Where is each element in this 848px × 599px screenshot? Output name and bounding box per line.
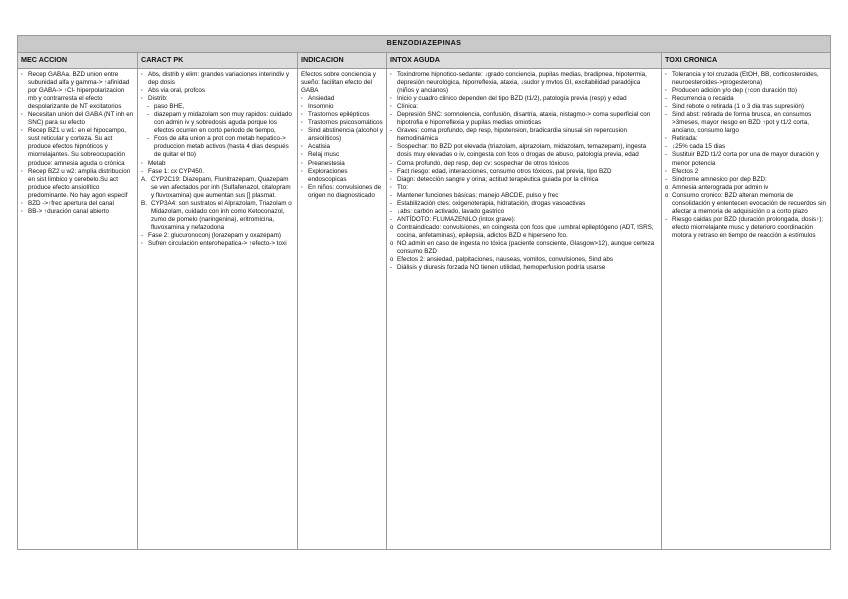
list-item: · BZD ->↑frec apertura del canal [21, 200, 134, 208]
list-item: o Efectos 2: ansiedad, palpitaciones, nauseas, vomitos, convulsiones, Sind abs [390, 256, 658, 264]
list-item: · Exploraciones endoscopicas [301, 168, 383, 184]
list-item: - Sospechar: tto BZD pot elevada (triazolam, alprazolam, midazolam, temazepam), ingesta dosis muy elevadas o iv, coingesta con fcos o drogas de abuso, patología previa, edad [390, 143, 658, 159]
list-caract-pk [141, 71, 294, 248]
cell-toxi-cronica [662, 69, 831, 550]
list-item: · Sufren circulación enterohepatica-> ↑efecto-> toxi [141, 240, 294, 248]
summary-table [17, 35, 831, 550]
list-item: · Retirada: [665, 135, 827, 143]
col-header-intox-aguda: INTOX AGUDA [387, 53, 662, 69]
list-item: - Fase 2: glucuronoconj (lorazepam y oxazepam) [141, 232, 294, 240]
list-item: - Recurrencia o recaida [665, 95, 827, 103]
list-item: · Acatisia [301, 143, 383, 151]
list-item: · Tto: [390, 184, 658, 192]
list-item: - Diálisis y diuresis forzada NO tienen utilidad, hemoperfusion podría usarse [390, 264, 658, 272]
list-item: · Recep BZ1 u w1: en el hipocampo, sust reticular y corteza. Su act produce efectos hipnóticos y miorrelajantes. Su sobreocupación produce: amnesia aguda o crónica [21, 127, 134, 167]
list-item: - Graves: coma profundo, dep resp, hipotension, bradicardia sinusal sin repercusion hemodinámica [390, 127, 658, 143]
list-item: - Riesgo caidas por BZD (duración prolongada, dosis↑): efecto miorrelajante musc y deterioro coordinación motora y retraso en tiempo de reacción a estímulos [665, 216, 827, 240]
list-item: · Sind abstinencia (alcohol y ansiolíticos) [301, 127, 383, 143]
list-item: - ↓abs: carbón activado, lavado gastrico [390, 208, 658, 216]
list-item: · Distrib: [141, 95, 294, 103]
list-item: B. CYP3A4: son sustratos el Alprazolam, Triazolam o Midazolam, cuidado con inh como Ketoconazol, zumo de pomelo (naringenina), eritromicina, fluvoxamina y nefazodona [141, 200, 294, 232]
list-intox-aguda [390, 71, 658, 272]
list-item: · Trastornos psicosomáticos [301, 119, 383, 127]
col-header-caract-pk: CARACT PK [138, 53, 298, 69]
list-item: · Abs via oral, profcos [141, 87, 294, 95]
list-item: · Abs, distrib y elim: grandes variaciones interindiv y dep dosis [141, 71, 294, 87]
benzodiazepines-summary-sheet [17, 35, 830, 550]
cell-indicacion [298, 69, 387, 550]
cell-intox-aguda [387, 69, 662, 550]
list-item: · Toxindrome hipnotico-sedante: ↓grado conciencia, pupilas medias, bradipnea, hipotermia, depresión neurológica, hiporreflexia, ataxia, ↓sudor y mvtos GI, excitabilidad paradójica (niños y ancianos) [390, 71, 658, 95]
col-header-mec-accion: MEC ACCION [18, 53, 138, 69]
list-item: o Amnesia anterograda por admin iv [665, 184, 827, 192]
list-item: - Depresión SNC: somnolencia, confusión, disartria, ataxia, nistagmo-> coma superficial con hipotrofia e hiporreflexia y pupilas medias omioticas [390, 111, 658, 127]
list-item: - Fcos de alta union a prot con metab hepatico-> produccion metab activos (hasta 4 dias después de quitar el tto) [147, 135, 294, 159]
list-item: · Necesitan union del GABA (NT inh en SNC) para su efecto [21, 111, 134, 127]
list-item: · Efectos 2 [665, 168, 827, 176]
list-item: - Sustituir BZD t1/2 corta por una de mayor duración y menor potencia [665, 151, 827, 167]
list-item: · Trastornos epilépticos [301, 111, 383, 119]
list-item: · Recep BZ2 u w2: amplia distribucion en sist limbico y cerebelo.Su act produce efecto ansiolítico predominante. No hay agon especif [21, 168, 134, 200]
list-item: - Fase 1: cx CYP450. [141, 168, 294, 176]
list-item: - ANTÍDOTO: FLUMAZENILO (intox grave): [390, 216, 658, 224]
list-item: o NO admin en caso de ingesta no tóxica (paciente consciente, Glasgow>12), aunque certeza consumo BZD [390, 240, 658, 256]
list-item: - ↓25% cada 15 dias [665, 143, 827, 151]
table-title: BENZODIAZEPINAS [18, 36, 831, 53]
list-item: · En niños: convulsiones de origen no diagnosticado [301, 184, 383, 200]
list-item: · Preanestesia [301, 160, 383, 168]
list-item: - diazepam y midazolam son muy rapidos: cuidado con admin iv y sobredosis aguda porque los efectos ocurren en corto periodo de tiempo, [147, 111, 294, 135]
list-item: - Coma profundo, dep resp, dep cv: sospechar de otros tóxicos [390, 160, 658, 168]
list-toxi-cronica [665, 71, 827, 240]
list-item: · Inicio y cuadro clinico dependen del tipo BZD (t1/2), patología previa (resp) y edad [390, 95, 658, 103]
list-item: · Relaj musc [301, 151, 383, 159]
list-item: A. CYP2C19: Diazepam, Flunitrazepam, Quazepam se ven afectados por inh (Sulfafenazol, citalopram y fluvoxamina) que aumentan sus [] plasmat. [141, 176, 294, 200]
list-item: - Sind rebote o retirada (1 o 3 dia tras supresión) [665, 103, 827, 111]
list-item: o Consumo cronico: BZD alteran memoria de consolidación y enlentecen evocación de recuerdos sin afectar a memoria de adquisición o a corto plazo [665, 192, 827, 216]
list-item: · Ansiedad [301, 95, 383, 103]
cell-caract-pk [138, 69, 298, 550]
list-item: o Contraindicado: convulsiones, en coingesta con fcos que ↓umbral epileptógeno (ADT, ISRS, cocina, anfetaminas), epilepsia, adictos BZD e hiperseno fco. [390, 224, 658, 240]
list-item: · Recep GABAa. BZD union entre subunidad alfa y gamma-> ↑afinidad por GABA-> ↑Cl- hiperpolarizacion mb y contrarresta el efecto despolarizante de NT excitatorios [21, 71, 134, 111]
list-item: · Producen adición y/o dep (↑con duración tto) [665, 87, 827, 95]
list-item: - Sind abst: retirada de forma brusca, en consumos >3meses, mayor riesgo en BZD ↑pot y t1/2 corta, anciano, consumo largo [665, 111, 827, 135]
col-header-indicacion: INDICACION [298, 53, 387, 69]
list-indicacion [301, 71, 383, 200]
list-item: · Insomnio [301, 103, 383, 111]
list-mec-accion [21, 71, 134, 216]
list-item: · Diagn: detección sangre y orina; actitud terapéutica guiada por la clínica [390, 176, 658, 184]
list-item: · BB-> ↑duración canal abierto [21, 208, 134, 216]
list-item: · Tolerancia y tol cruzada (EtOH, BB, corticosteroides, neuroesteroides->progesterona) [665, 71, 827, 87]
list-item: Efectos sobre conciencia y sueño: facilitan efecto del GABA [301, 71, 376, 95]
list-item: · Metab [141, 160, 294, 168]
list-item: - Estabilización ctes: oxigenoterapia, hidratación, drogas vasoactivas [390, 200, 658, 208]
list-item: · Clínica: [390, 103, 658, 111]
col-header-toxi-cronica: TOXI CRONICA [662, 53, 831, 69]
cell-mec-accion [18, 69, 138, 550]
list-item: - paso BHE, [147, 103, 294, 111]
list-item: - Sindrome amnesico por dep BZD: [665, 176, 827, 184]
list-item: - Mantener funciones básicas: manejo ABCDE, pulso y frec [390, 192, 658, 200]
list-item: - Fact riesgo: edad, interacciones, consumo otros tóxicos, pat previa, tipo BZD [390, 168, 658, 176]
